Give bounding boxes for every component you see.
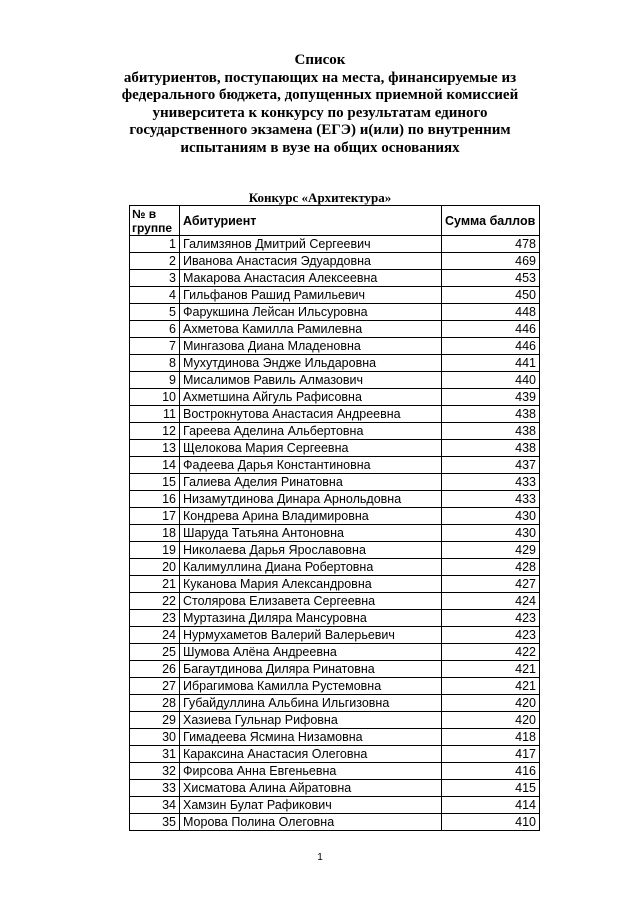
table-row xyxy=(130,423,540,440)
applicant-name: Столярова Елизавета Сергеевна xyxy=(180,593,442,610)
row-number: 26 xyxy=(130,661,180,678)
score: 441 xyxy=(442,355,540,372)
score: 414 xyxy=(442,797,540,814)
applicant-name: Гимадеева Ясмина Низамовна xyxy=(180,729,442,746)
score: 429 xyxy=(442,542,540,559)
row-number: 16 xyxy=(130,491,180,508)
score: 421 xyxy=(442,678,540,695)
table-row xyxy=(130,644,540,661)
row-number: 4 xyxy=(130,287,180,304)
row-number: 7 xyxy=(130,338,180,355)
title-line: федерального бюджета, допущенных приемной комиссией xyxy=(121,87,519,104)
row-number: 12 xyxy=(130,423,180,440)
row-number: 34 xyxy=(130,797,180,814)
applicant-name: Багаутдинова Диляра Ринатовна xyxy=(180,661,442,678)
score: 420 xyxy=(442,695,540,712)
score: 478 xyxy=(442,236,540,253)
applicant-name: Иванова Анастасия Эдуардовна xyxy=(180,253,442,270)
applicant-name: Мисалимов Равиль Алмазович xyxy=(180,372,442,389)
applicant-name: Мингазова Диана Младеновна xyxy=(180,338,442,355)
table-row xyxy=(130,797,540,814)
applicant-name: Щелокова Мария Сергеевна xyxy=(180,440,442,457)
applicant-name: Караксина Анастасия Олеговна xyxy=(180,746,442,763)
score: 439 xyxy=(442,389,540,406)
applicant-name: Фирсова Анна Евгеньевна xyxy=(180,763,442,780)
header-applicant: Абитуриент xyxy=(180,206,442,236)
applicant-name: Ибрагимова Камилла Рустемовна xyxy=(180,678,442,695)
applicant-name: Нурмухаметов Валерий Валерьевич xyxy=(180,627,442,644)
table-row xyxy=(130,763,540,780)
row-number: 25 xyxy=(130,644,180,661)
applicant-name: Калимуллина Диана Робертовна xyxy=(180,559,442,576)
row-number: 13 xyxy=(130,440,180,457)
score: 415 xyxy=(442,780,540,797)
score: 433 xyxy=(442,491,540,508)
applicant-name: Шаруда Татьяна Антоновна xyxy=(180,525,442,542)
row-number: 3 xyxy=(130,270,180,287)
score: 423 xyxy=(442,627,540,644)
table-row xyxy=(130,338,540,355)
table-row xyxy=(130,406,540,423)
score: 437 xyxy=(442,457,540,474)
document-title xyxy=(40,52,600,158)
table-row xyxy=(130,661,540,678)
row-number: 33 xyxy=(130,780,180,797)
table-row xyxy=(130,525,540,542)
applicant-name: Кондрева Арина Владимировна xyxy=(180,508,442,525)
applicant-name: Хисматова Алина Айратовна xyxy=(180,780,442,797)
row-number: 18 xyxy=(130,525,180,542)
row-number: 30 xyxy=(130,729,180,746)
table-row xyxy=(130,814,540,831)
score: 430 xyxy=(442,525,540,542)
applicant-name: Шумова Алёна Андреевна xyxy=(180,644,442,661)
table-row xyxy=(130,321,540,338)
table-row xyxy=(130,389,540,406)
table-row xyxy=(130,304,540,321)
score: 418 xyxy=(442,729,540,746)
score: 428 xyxy=(442,559,540,576)
score: 410 xyxy=(442,814,540,831)
row-number: 2 xyxy=(130,253,180,270)
score: 438 xyxy=(442,440,540,457)
score: 427 xyxy=(442,576,540,593)
applicant-name: Николаева Дарья Ярославовна xyxy=(180,542,442,559)
title-line: университета к конкурсу по результатам единого xyxy=(152,104,488,121)
row-number: 6 xyxy=(130,321,180,338)
applicant-name: Галимзянов Дмитрий Сергеевич xyxy=(180,236,442,253)
table-header-row xyxy=(130,206,540,236)
table-row xyxy=(130,372,540,389)
applicant-name: Морова Полина Олеговна xyxy=(180,814,442,831)
row-number: 9 xyxy=(130,372,180,389)
table-row xyxy=(130,270,540,287)
row-number: 1 xyxy=(130,236,180,253)
score: 440 xyxy=(442,372,540,389)
row-number: 11 xyxy=(130,406,180,423)
row-number: 27 xyxy=(130,678,180,695)
table-row xyxy=(130,491,540,508)
table-row xyxy=(130,712,540,729)
row-number: 8 xyxy=(130,355,180,372)
title-line: государственного экзамена (ЕГЭ) и(или) по внутренним xyxy=(129,122,511,139)
applicant-name: Фадеева Дарья Константиновна xyxy=(180,457,442,474)
row-number: 10 xyxy=(130,389,180,406)
table-row xyxy=(130,355,540,372)
score: 417 xyxy=(442,746,540,763)
table-row xyxy=(130,440,540,457)
table-row xyxy=(130,593,540,610)
score: 422 xyxy=(442,644,540,661)
row-number: 24 xyxy=(130,627,180,644)
score: 446 xyxy=(442,338,540,355)
page-number: 1 xyxy=(317,852,323,863)
score: 420 xyxy=(442,712,540,729)
header-score: Сумма баллов xyxy=(442,206,540,236)
table-row xyxy=(130,746,540,763)
row-number: 28 xyxy=(130,695,180,712)
row-number: 19 xyxy=(130,542,180,559)
applicant-name: Гильфанов Рашид Рамильевич xyxy=(180,287,442,304)
applicant-name: Куканова Мария Александровна xyxy=(180,576,442,593)
table-row xyxy=(130,678,540,695)
table-row xyxy=(130,729,540,746)
score: 450 xyxy=(442,287,540,304)
applicant-name: Галиева Аделия Ринатовна xyxy=(180,474,442,491)
table-row xyxy=(130,610,540,627)
table-row xyxy=(130,576,540,593)
title-line: Список xyxy=(294,52,346,68)
title-line: испытаниям в вузе на общих основаниях xyxy=(180,139,460,156)
score: 469 xyxy=(442,253,540,270)
applicant-name: Гареева Аделина Альбертовна xyxy=(180,423,442,440)
score: 421 xyxy=(442,661,540,678)
row-number: 14 xyxy=(130,457,180,474)
table-row xyxy=(130,627,540,644)
title-line: абитуриентов, поступающих на места, финансируемые из xyxy=(123,69,517,86)
table-row xyxy=(130,695,540,712)
score: 423 xyxy=(442,610,540,627)
score: 424 xyxy=(442,593,540,610)
applicant-name: Губайдуллина Альбина Ильгизовна xyxy=(180,695,442,712)
table-row xyxy=(130,236,540,253)
row-number: 17 xyxy=(130,508,180,525)
score: 446 xyxy=(442,321,540,338)
applicant-name: Муртазина Диляра Мансуровна xyxy=(180,610,442,627)
score: 433 xyxy=(442,474,540,491)
row-number: 29 xyxy=(130,712,180,729)
row-number: 23 xyxy=(130,610,180,627)
table-row xyxy=(130,542,540,559)
score: 453 xyxy=(442,270,540,287)
header-num: № в группе xyxy=(130,206,180,236)
applicant-name: Хазиева Гульнар Рифовна xyxy=(180,712,442,729)
score: 438 xyxy=(442,423,540,440)
table-row xyxy=(130,287,540,304)
applicant-name: Ахметова Камилла Рамилевна xyxy=(180,321,442,338)
applicant-name: Макарова Анастасия Алексеевна xyxy=(180,270,442,287)
contest-heading: Конкурс «Архитектура» xyxy=(248,190,392,205)
table-row xyxy=(130,474,540,491)
table-row xyxy=(130,559,540,576)
applicant-name: Хамзин Булат Рафикович xyxy=(180,797,442,814)
table-row xyxy=(130,457,540,474)
applicants-table xyxy=(129,205,540,831)
table-row xyxy=(130,253,540,270)
score: 416 xyxy=(442,763,540,780)
row-number: 35 xyxy=(130,814,180,831)
applicant-name: Ахметшина Айгуль Рафисовна xyxy=(180,389,442,406)
applicant-name: Мухутдинова Эндже Ильдаровна xyxy=(180,355,442,372)
table-row xyxy=(130,508,540,525)
score: 430 xyxy=(442,508,540,525)
score: 438 xyxy=(442,406,540,423)
row-number: 21 xyxy=(130,576,180,593)
row-number: 20 xyxy=(130,559,180,576)
row-number: 31 xyxy=(130,746,180,763)
table-row xyxy=(130,780,540,797)
applicant-name: Низамутдинова Динара Арнольдовна xyxy=(180,491,442,508)
table-body xyxy=(130,236,540,831)
score: 448 xyxy=(442,304,540,321)
row-number: 15 xyxy=(130,474,180,491)
row-number: 22 xyxy=(130,593,180,610)
row-number: 32 xyxy=(130,763,180,780)
applicant-name: Вострокнутова Анастасия Андреевна xyxy=(180,406,442,423)
applicant-name: Фарукшина Лейсан Ильсуровна xyxy=(180,304,442,321)
row-number: 5 xyxy=(130,304,180,321)
